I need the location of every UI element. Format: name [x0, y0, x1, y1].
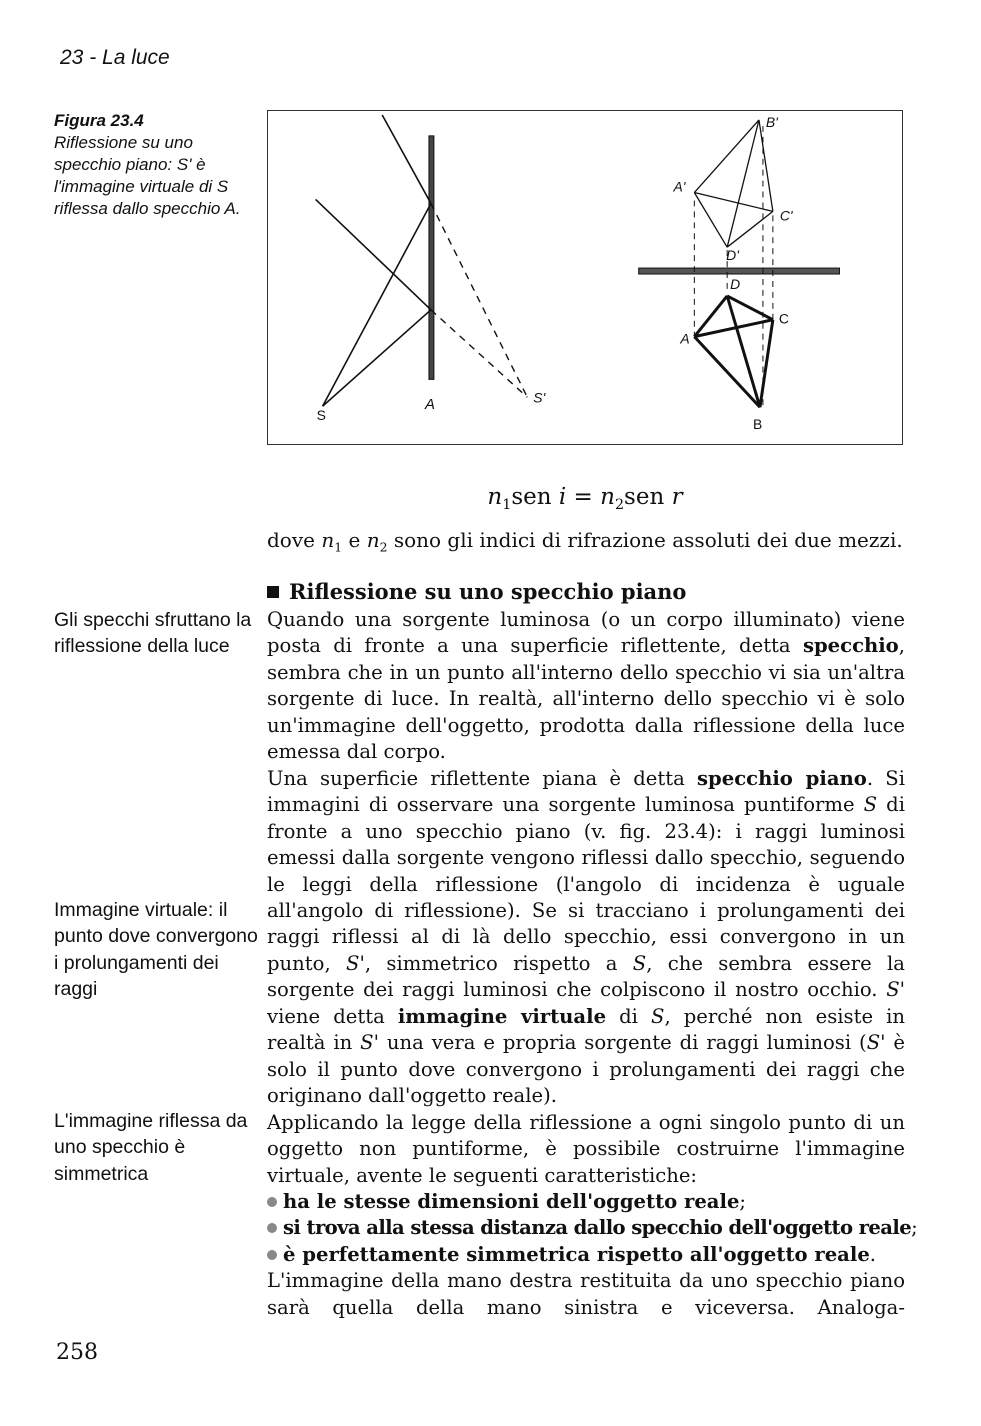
- margin-note-specchi: Gli specchi sfruttano la riflessione della luce: [54, 609, 252, 658]
- virtual-image: [694, 120, 773, 247]
- figure-caption: [54, 110, 254, 220]
- label-d-prime: D': [726, 247, 739, 264]
- margin-note-immagine-virtuale: Immagine virtuale: il punto dove convergono i prolungamenti dei raggi: [54, 899, 258, 1001]
- running-head: 23 - La luce: [60, 46, 170, 69]
- text-run: . Si immagini di osservare una sorgente luminosa puntiforme: [267, 766, 906, 817]
- bullet-punct: ;: [739, 1189, 747, 1213]
- body-text: [267, 607, 918, 1321]
- symbol-s: S: [632, 951, 647, 975]
- text-run: , che sembra essere la sorgente dei raggi luminosi che colpiscono il nostro occhio.: [267, 951, 905, 1002]
- symbol-s: S: [863, 793, 878, 817]
- margin-note-simmetrica: L'immagine riflessa da uno specchio è simmetrica: [54, 1110, 248, 1185]
- ray-extension-2: [431, 310, 527, 397]
- incident-ray-2: [323, 310, 431, 406]
- formula-sen1: sen: [511, 484, 552, 510]
- symbol-s-prime: S': [886, 978, 905, 1002]
- section-heading: [267, 579, 686, 604]
- ray-extension-1: [431, 203, 527, 397]
- label-a: A: [424, 397, 435, 414]
- label-a-object: A: [680, 330, 690, 347]
- symbol-s: S: [651, 1004, 665, 1028]
- bullet-text: è perfettamente simmetrica rispetto all'oggetto reale: [283, 1242, 870, 1266]
- text-run: , simmetrico rispetto a: [364, 951, 633, 975]
- bullet-item: [267, 1189, 905, 1215]
- text-run: è solo il punto dove convergono i prolungamenti dei raggi che originano dall'oggetto reale).: [267, 1031, 905, 1108]
- bullet-item: [267, 1215, 918, 1241]
- text-run: viene detta: [267, 1004, 398, 1028]
- paragraph-4: L'immagine della mano destra restituita da uno specchio piano sarà quella della mano sinistra e viceversa. Analoga-: [267, 1269, 905, 1319]
- text-run: Quando una sorgente luminosa (o un corpo illuminato) viene posta di fronte a una superficie riflettente, detta: [267, 608, 905, 658]
- paragraph-3: Applicando la legge della riflessione a ogni singolo punto di un oggetto non puntiforme, è possibile costruirne l'immagine virtuale, avente le seguenti caratteristiche:: [267, 1110, 905, 1187]
- formula-note-part: e: [342, 528, 367, 552]
- section-heading-text: Riflessione su uno specchio piano: [289, 579, 687, 604]
- label-d: D: [730, 275, 741, 292]
- formula-i: i: [558, 484, 567, 510]
- formula-note-n2-sub: 2: [379, 539, 388, 555]
- bullet-dot-icon: [267, 1223, 277, 1233]
- label-c-prime: C': [779, 207, 793, 224]
- real-object: [694, 296, 773, 407]
- text-run: Una superficie riflettente piana è detta: [267, 766, 698, 790]
- term-specchio-piano: specchio piano: [697, 766, 867, 790]
- reflected-ray-1: [382, 115, 431, 203]
- formula-note-part: dove: [267, 528, 322, 552]
- symbol-s-prime: S': [866, 1031, 886, 1055]
- text-run: una vera e propria sorgente di raggi luminosi (: [378, 1031, 867, 1055]
- page-number: 258: [56, 1340, 98, 1365]
- label-s: S: [316, 407, 326, 424]
- bullet-text: si trova alla stessa distanza dallo specchio dell'oggetto reale: [283, 1216, 912, 1240]
- paragraph-1: [267, 607, 905, 766]
- text-run: , perché non esiste in realtà in: [267, 1004, 905, 1055]
- symbol-s-prime: S': [346, 951, 365, 975]
- term-specchio: specchio: [802, 634, 899, 658]
- projection-lines: [694, 126, 773, 406]
- bullet-dot-icon: [267, 1197, 277, 1207]
- snell-formula: [267, 484, 903, 513]
- formula-note-n2: n: [366, 528, 380, 552]
- term-immagine-virtuale: immagine virtuale: [397, 1004, 607, 1028]
- symbol-s-prime: S': [360, 1031, 379, 1055]
- bullet-dot-icon: [267, 1250, 277, 1260]
- formula-note-part: sono gli indici di rifrazione assoluti dei due mezzi.: [387, 528, 903, 552]
- figure-caption-text: Riflessione su uno specchio piano: S' è l'immagine virtuale di S riflessa dallo specchio A.: [54, 133, 241, 218]
- reflected-ray-2: [316, 199, 431, 309]
- text-run: di fronte a uno specchio piano (v. fig. 23.4): i raggi luminosi emessi dalla sorgente vengono riflessi dallo specchio, seguendo le leggi della riflessione (l'angolo di incidenza è uguale all'angolo di riflessione). Se si tracciano i prolungamenti dei raggi riflessi al di là dello specchio, essi convergono in un punto,: [267, 793, 905, 975]
- formula-note-n1: n: [321, 528, 335, 552]
- bullet-punct: .: [869, 1242, 877, 1266]
- formula-sen2: sen: [624, 484, 665, 510]
- figure-caption-title: Figura 23.4: [54, 111, 144, 130]
- label-a-prime: A': [673, 178, 686, 195]
- label-b-prime: B': [765, 113, 778, 130]
- label-b: B: [752, 416, 763, 433]
- text-run: di: [606, 1004, 651, 1028]
- label-s-prime: S': [533, 389, 546, 406]
- formula-note-n1-sub: 1: [334, 539, 343, 555]
- mirror-diagram: [268, 111, 902, 444]
- formula-note: [267, 528, 907, 555]
- text-run: , sembra che in un punto all'interno dello specchio vi sia un'altra sorgente di luce. In realtà, all'interno dello specchio vi è solo un'immagine dell'oggetto, prodotta dalla riflessione della luce emessa dal corpo.: [267, 634, 905, 764]
- heading-square-icon: [267, 586, 279, 598]
- formula-n1-sub: 1: [502, 496, 512, 513]
- figure-23-4: [267, 110, 903, 445]
- bullet-item: [267, 1242, 905, 1268]
- mirror-horizontal: [639, 268, 840, 274]
- label-c: C: [778, 310, 789, 327]
- paragraph-2: [267, 766, 905, 1110]
- incident-ray-1: [323, 203, 431, 406]
- formula-n2-sub: 2: [614, 496, 625, 513]
- formula-n2: n: [600, 484, 615, 510]
- bullet-punct: ;: [911, 1216, 918, 1240]
- mirror-a: [429, 136, 434, 380]
- bullet-text: ha le stesse dimensioni dell'oggetto reale: [283, 1189, 740, 1213]
- formula-equals: =: [573, 484, 593, 510]
- formula-r: r: [671, 484, 683, 510]
- formula-n1: n: [487, 484, 503, 510]
